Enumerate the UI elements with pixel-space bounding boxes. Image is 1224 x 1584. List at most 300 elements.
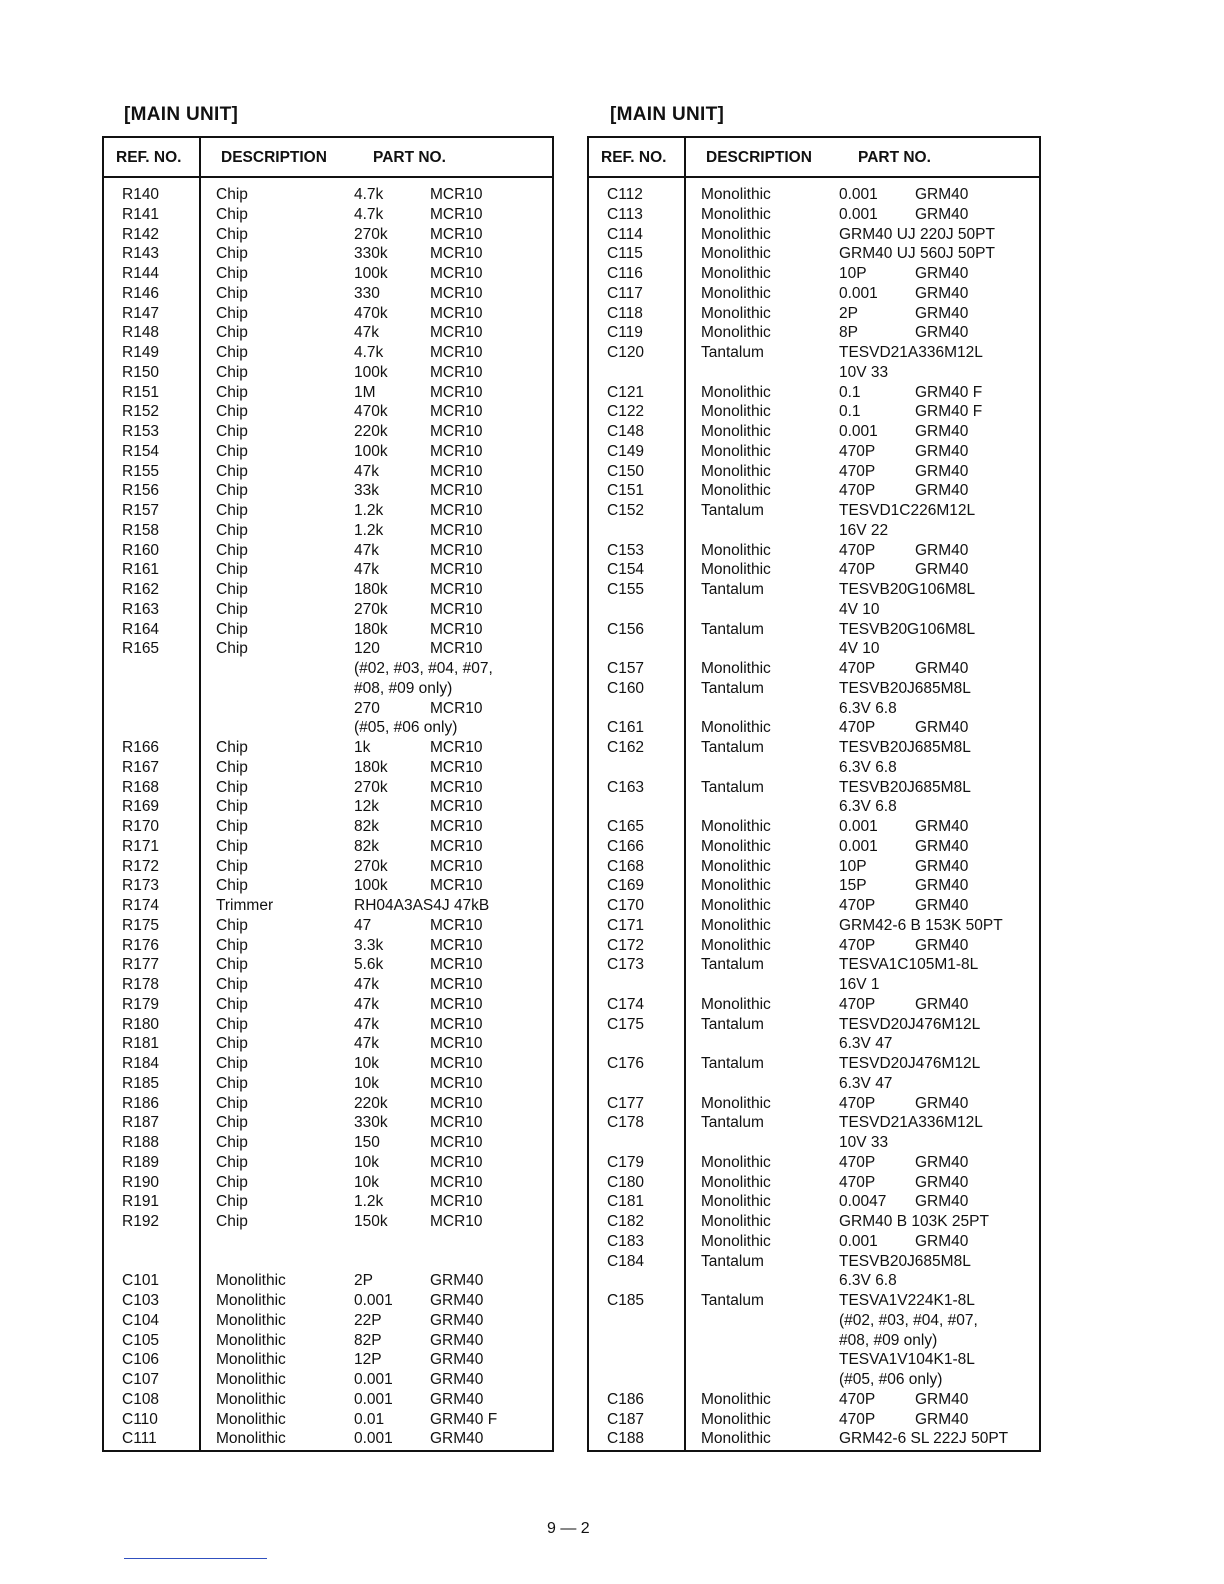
value-cell: 270k [354, 857, 388, 875]
value-cell: 470P [839, 660, 876, 677]
part-no-cell: GRM40 [915, 1390, 969, 1408]
value-cell: TESVD20J476M12L [839, 1015, 981, 1033]
ref-no-cell: R146 [122, 284, 160, 302]
table-row [589, 1252, 1039, 1272]
value-cell: GRM40 UJ 560J 50PT [839, 245, 995, 263]
ref-no-cell: C186 [607, 1390, 645, 1408]
description-cell: Chip [216, 857, 248, 875]
table-row [589, 1054, 1039, 1074]
table-row [589, 738, 1039, 758]
value-cell: 22P [354, 1311, 382, 1329]
description-cell: Chip [216, 245, 248, 263]
ref-no-cell: R177 [122, 956, 160, 974]
value-cell: 470P [839, 995, 876, 1013]
description-cell: Monolithic [216, 1430, 286, 1448]
value-cell: 47k [354, 324, 379, 342]
part-no-cell: MCR10 [430, 403, 483, 421]
ref-no-cell: C178 [607, 1114, 645, 1132]
part-no-cell: GRM40 F [915, 403, 983, 421]
description-cell: Monolithic [216, 1390, 286, 1408]
value-cell: 220k [354, 423, 388, 440]
ref-no-cell: C114 [607, 225, 643, 243]
part-no-cell: GRM40 [915, 423, 969, 440]
table-row [589, 521, 1039, 541]
value-cell: GRM42-6 SL 222J 50PT [839, 1430, 1009, 1448]
description-cell: Chip [216, 482, 248, 500]
ref-no-header: REF. NO. [601, 149, 667, 166]
table-body [589, 185, 1039, 1449]
table-row [589, 1271, 1039, 1291]
ref-no-cell: R141 [122, 205, 160, 223]
table-row [104, 817, 552, 837]
ref-no-cell: R165 [122, 640, 160, 658]
value-cell: TESVA1V224K1-8L [839, 1292, 975, 1309]
description-cell: Monolithic [701, 1232, 771, 1250]
ref-no-cell: C117 [607, 284, 643, 302]
value-cell: 150k [354, 1213, 388, 1230]
description-cell: Chip [216, 344, 248, 361]
description-cell: Chip [216, 205, 248, 223]
part-no-cell: GRM40 [430, 1311, 484, 1329]
table-row [104, 383, 552, 403]
description-cell: Monolithic [701, 205, 771, 223]
description-cell: Chip [216, 1193, 248, 1211]
description-cell: Monolithic [701, 1410, 771, 1428]
value-cell: GRM40 B 103K 25PT [839, 1213, 989, 1230]
value-cell: 10P [839, 265, 867, 282]
value-cell: 100k [354, 442, 388, 460]
description-cell: Chip [216, 620, 248, 638]
description-cell: Chip [216, 936, 248, 954]
table-row [104, 422, 552, 442]
part-no-cell: MCR10 [430, 1173, 483, 1191]
description-cell: Monolithic [701, 423, 771, 440]
table-row [589, 916, 1039, 936]
part-no-cell: GRM40 [430, 1292, 484, 1309]
value-cell: TESVB20J685M8L [839, 778, 971, 796]
ref-no-cell: C108 [122, 1390, 160, 1408]
description-cell: Chip [216, 976, 248, 993]
value-cell: TESVA1V104K1-8L [839, 1351, 975, 1369]
ref-no-cell: R142 [122, 225, 160, 243]
value-cell: 8P [839, 324, 858, 342]
description-cell: Monolithic [701, 186, 771, 203]
table-row [589, 1094, 1039, 1114]
table-row [104, 343, 552, 363]
description-cell: Chip [216, 877, 248, 895]
description-cell: Chip [216, 995, 248, 1013]
table-row [104, 1311, 552, 1331]
part-no-cell: MCR10 [430, 482, 483, 500]
part-no-cell: GRM40 [430, 1331, 484, 1349]
ref-no-cell: C168 [607, 857, 645, 875]
value-cell: 2P [839, 304, 858, 322]
table-row [589, 1350, 1039, 1370]
value-cell: 2P [354, 1272, 373, 1290]
part-no-cell: GRM40 [915, 541, 969, 559]
value-cell: 470P [839, 462, 876, 480]
ref-no-cell: R156 [122, 482, 160, 500]
value-cell: 82P [354, 1331, 382, 1349]
table-row [104, 1291, 552, 1311]
value-cell: 100k [354, 363, 388, 381]
part-no-cell: GRM40 [915, 1173, 969, 1191]
ref-no-cell: R181 [122, 1035, 160, 1053]
description-cell: Chip [216, 1213, 248, 1230]
part-no-cell: MCR10 [430, 502, 483, 519]
description-cell: Monolithic [216, 1371, 286, 1388]
value-cell: 6.3V 6.8 [839, 758, 897, 776]
value-cell: 6.3V 47 [839, 1074, 893, 1092]
table-row [104, 936, 552, 956]
description-cell: Chip [216, 600, 248, 618]
part-no-cell: GRM40 [915, 1232, 969, 1250]
description-cell: Monolithic [701, 324, 771, 342]
page-number: 9 — 2 [547, 1520, 590, 1537]
table-row [104, 1271, 552, 1291]
footer-rule [124, 1558, 267, 1559]
part-no-cell: MCR10 [430, 758, 483, 776]
description-cell: Tantalum [701, 1015, 764, 1033]
part-no-cell: MCR10 [430, 956, 483, 974]
table-row [104, 1212, 552, 1232]
description-cell: Monolithic [701, 877, 771, 895]
value-cell: (#02, #03, #04, #07, [354, 660, 493, 677]
description-cell: Monolithic [701, 936, 771, 954]
table-row [589, 857, 1039, 877]
table-row [589, 383, 1039, 403]
description-header: DESCRIPTION [706, 149, 812, 166]
ref-no-cell: R164 [122, 620, 160, 638]
ref-no-cell: R150 [122, 363, 160, 381]
ref-no-cell: R173 [122, 877, 160, 895]
ref-no-cell: C107 [122, 1371, 160, 1388]
part-no-cell: MCR10 [430, 620, 483, 638]
description-cell: Monolithic [701, 719, 771, 737]
value-cell: 47k [354, 976, 379, 993]
ref-no-cell: C188 [607, 1430, 645, 1448]
value-cell: 0.001 [839, 837, 878, 855]
ref-no-cell: R176 [122, 936, 160, 954]
description-cell: Tantalum [701, 344, 764, 361]
table-row [589, 1113, 1039, 1133]
value-cell: 0.001 [839, 284, 878, 302]
part-no-cell: MCR10 [430, 363, 483, 381]
part-no-cell: GRM40 F [915, 383, 983, 401]
value-cell: 120 [354, 640, 380, 658]
ref-no-cell: R149 [122, 344, 160, 361]
part-no-cell: GRM40 [915, 205, 969, 223]
value-cell: 16V 22 [839, 521, 889, 539]
table-row [589, 1153, 1039, 1173]
table-row [589, 955, 1039, 975]
table-row [104, 639, 552, 659]
value-cell: 47k [354, 541, 379, 559]
right-parts-table [587, 136, 1041, 1452]
description-cell: Tantalum [701, 679, 764, 697]
ref-no-cell: R186 [122, 1094, 160, 1112]
ref-no-cell: C172 [607, 936, 645, 954]
table-row [589, 718, 1039, 738]
value-cell: 12k [354, 798, 379, 816]
part-no-cell: GRM40 [915, 1410, 969, 1428]
table-body [104, 185, 552, 1449]
value-cell: 0.01 [354, 1410, 385, 1428]
ref-no-cell: R163 [122, 600, 160, 618]
ref-no-cell: C179 [607, 1153, 645, 1171]
table-row [104, 679, 552, 699]
table-row [589, 797, 1039, 817]
ref-no-cell: R153 [122, 423, 160, 440]
ref-no-cell: C149 [607, 442, 645, 460]
table-row [104, 778, 552, 798]
part-no-cell: MCR10 [430, 324, 483, 342]
value-cell: 150 [354, 1134, 380, 1151]
ref-no-cell: C150 [607, 462, 645, 480]
description-cell: Tantalum [701, 1055, 764, 1072]
ref-no-cell: C103 [122, 1292, 160, 1309]
ref-no-cell: R192 [122, 1213, 160, 1230]
description-cell: Chip [216, 581, 248, 598]
value-cell: 4V 10 [839, 600, 880, 618]
ref-no-cell: C121 [607, 383, 645, 401]
part-no-cell: MCR10 [430, 995, 483, 1013]
table-row [104, 718, 552, 738]
value-cell: 0.1 [839, 383, 861, 401]
value-cell: (#05, #06 only) [354, 719, 458, 737]
part-no-cell: GRM40 [430, 1351, 484, 1369]
table-row [589, 995, 1039, 1015]
value-cell: 3.3k [354, 936, 384, 954]
part-no-cell: GRM40 [915, 265, 969, 282]
value-cell: TESVB20J685M8L [839, 679, 971, 697]
ref-no-cell: C155 [607, 581, 645, 598]
description-cell: Monolithic [701, 818, 771, 835]
table-row [589, 363, 1039, 383]
table-row [589, 304, 1039, 324]
value-cell: 5.6k [354, 956, 384, 974]
value-cell: 470P [839, 1173, 876, 1191]
description-cell: Monolithic [701, 1390, 771, 1408]
ref-no-cell: C170 [607, 897, 645, 914]
table-row [104, 402, 552, 422]
table-row [104, 1153, 552, 1173]
table-row [104, 1034, 552, 1054]
table-row [104, 323, 552, 343]
value-cell: 12P [354, 1351, 382, 1369]
part-no-cell: MCR10 [430, 837, 483, 855]
value-cell: TESVB20G106M8L [839, 620, 976, 638]
description-cell: Tantalum [701, 1252, 764, 1270]
ref-no-cell: C113 [607, 205, 643, 223]
value-cell: 82k [354, 837, 379, 855]
ref-no-cell: R160 [122, 541, 160, 559]
part-no-cell: MCR10 [430, 798, 483, 816]
table-row [104, 955, 552, 975]
value-cell: 1.2k [354, 1193, 384, 1211]
value-cell: 470k [354, 304, 388, 322]
table-row [589, 1370, 1039, 1390]
table-row [589, 225, 1039, 245]
ref-no-cell: C165 [607, 818, 645, 835]
ref-no-cell: C185 [607, 1292, 645, 1309]
table-row [589, 876, 1039, 896]
table-row [104, 620, 552, 640]
table-row [589, 481, 1039, 501]
value-cell: 10V 33 [839, 363, 889, 381]
ref-no-cell: R140 [122, 186, 160, 203]
ref-no-cell: R147 [122, 304, 160, 322]
description-cell: Chip [216, 778, 248, 796]
ref-no-cell: R154 [122, 442, 160, 460]
value-cell: TESVD1C226M12L [839, 502, 976, 519]
table-row [104, 1410, 552, 1430]
left-parts-table [102, 136, 554, 1452]
ref-no-cell: R143 [122, 245, 160, 263]
table-header [104, 138, 552, 178]
description-cell: Chip [216, 956, 248, 974]
part-no-cell: MCR10 [430, 205, 483, 223]
description-cell: Chip [216, 1134, 248, 1151]
ref-no-cell: C152 [607, 502, 645, 519]
description-cell: Tantalum [701, 778, 764, 796]
description-cell: Chip [216, 561, 248, 579]
part-no-cell: GRM40 [915, 719, 969, 737]
ref-no-cell: R189 [122, 1153, 160, 1171]
ref-no-cell: R157 [122, 502, 160, 519]
value-cell: 0.001 [354, 1390, 393, 1408]
value-cell: 10P [839, 857, 867, 875]
table-row [104, 501, 552, 521]
table-row [589, 778, 1039, 798]
value-cell: 330k [354, 245, 388, 263]
table-row [104, 1054, 552, 1074]
value-cell: #08, #09 only) [354, 679, 453, 697]
value-cell: 1k [354, 739, 371, 756]
value-cell: 470P [839, 1153, 876, 1171]
table-row [104, 916, 552, 936]
description-cell: Monolithic [701, 1430, 771, 1448]
table-row [589, 639, 1039, 659]
part-no-cell: MCR10 [430, 462, 483, 480]
part-no-cell: MCR10 [430, 186, 483, 203]
description-cell: Chip [216, 1055, 248, 1072]
table-row [104, 264, 552, 284]
part-no-cell: GRM40 [915, 284, 969, 302]
value-cell: RH04A3AS4J 47kB [354, 897, 490, 914]
ref-no-cell: R184 [122, 1055, 160, 1072]
ref-no-cell: R166 [122, 739, 160, 756]
table-row [589, 1034, 1039, 1054]
description-cell: Chip [216, 265, 248, 282]
description-cell: Chip [216, 1114, 248, 1132]
part-no-cell: MCR10 [430, 1153, 483, 1171]
ref-no-cell: R175 [122, 916, 160, 934]
part-no-cell: MCR10 [430, 1074, 483, 1092]
description-cell: Chip [216, 502, 248, 519]
part-no-cell: GRM40 [915, 1153, 969, 1171]
description-cell: Monolithic [701, 857, 771, 875]
ref-no-cell: C161 [607, 719, 645, 737]
ref-no-cell: C184 [607, 1252, 645, 1270]
table-row [104, 304, 552, 324]
description-cell: Monolithic [701, 897, 771, 914]
table-row [104, 481, 552, 501]
description-cell: Chip [216, 1074, 248, 1092]
part-no-cell: MCR10 [430, 1213, 483, 1230]
description-cell: Chip [216, 758, 248, 776]
ref-no-cell: C154 [607, 561, 645, 579]
table-row [104, 1390, 552, 1410]
description-cell: Chip [216, 739, 248, 756]
part-no-cell: MCR10 [430, 225, 483, 243]
value-cell: 270k [354, 778, 388, 796]
table-row [104, 185, 552, 205]
table-row [589, 1074, 1039, 1094]
value-cell: 47k [354, 1035, 379, 1053]
part-no-cell: MCR10 [430, 699, 483, 717]
ref-no-cell: R171 [122, 837, 160, 855]
value-cell: 47k [354, 561, 379, 579]
table-row [589, 1212, 1039, 1232]
table-row [104, 876, 552, 896]
description-cell: Monolithic [701, 995, 771, 1013]
description-cell: Monolithic [216, 1272, 286, 1290]
part-no-cell: GRM40 [915, 442, 969, 460]
description-cell: Chip [216, 818, 248, 835]
description-cell: Monolithic [216, 1311, 286, 1329]
ref-no-cell: R168 [122, 778, 160, 796]
table-row [104, 1331, 552, 1351]
ref-no-cell: R148 [122, 324, 160, 342]
ref-no-cell: C156 [607, 620, 645, 638]
description-cell: Monolithic [701, 1173, 771, 1191]
ref-no-cell: C176 [607, 1055, 645, 1072]
ref-no-cell: R152 [122, 403, 160, 421]
ref-no-cell: R151 [122, 383, 160, 401]
part-no-cell: GRM40 [915, 462, 969, 480]
ref-no-cell: C160 [607, 679, 645, 697]
value-cell: 0.001 [354, 1430, 393, 1448]
description-cell: Chip [216, 383, 248, 401]
description-cell: Tantalum [701, 620, 764, 638]
part-no-cell: MCR10 [430, 304, 483, 322]
part-no-cell: MCR10 [430, 818, 483, 835]
value-cell: GRM42-6 B 153K 50PT [839, 916, 1003, 934]
value-cell: #08, #09 only) [839, 1331, 938, 1349]
description-cell: Monolithic [701, 541, 771, 559]
ref-no-header: REF. NO. [116, 149, 182, 166]
table-row [104, 1232, 552, 1252]
table-row [104, 363, 552, 383]
table-row [104, 738, 552, 758]
ref-no-cell: R170 [122, 818, 160, 835]
ref-no-cell: R188 [122, 1134, 160, 1151]
table-row [104, 1094, 552, 1114]
description-cell: Monolithic [701, 462, 771, 480]
value-cell: 180k [354, 620, 388, 638]
table-row [104, 580, 552, 600]
part-no-cell: MCR10 [430, 344, 483, 361]
value-cell: 470P [839, 561, 876, 579]
part-no-cell: MCR10 [430, 1114, 483, 1132]
left-section-title: [MAIN UNIT] [124, 104, 239, 125]
value-cell: 82k [354, 818, 379, 835]
value-cell: 180k [354, 758, 388, 776]
table-row [589, 600, 1039, 620]
table-row [589, 620, 1039, 640]
value-cell: 16V 1 [839, 976, 880, 993]
